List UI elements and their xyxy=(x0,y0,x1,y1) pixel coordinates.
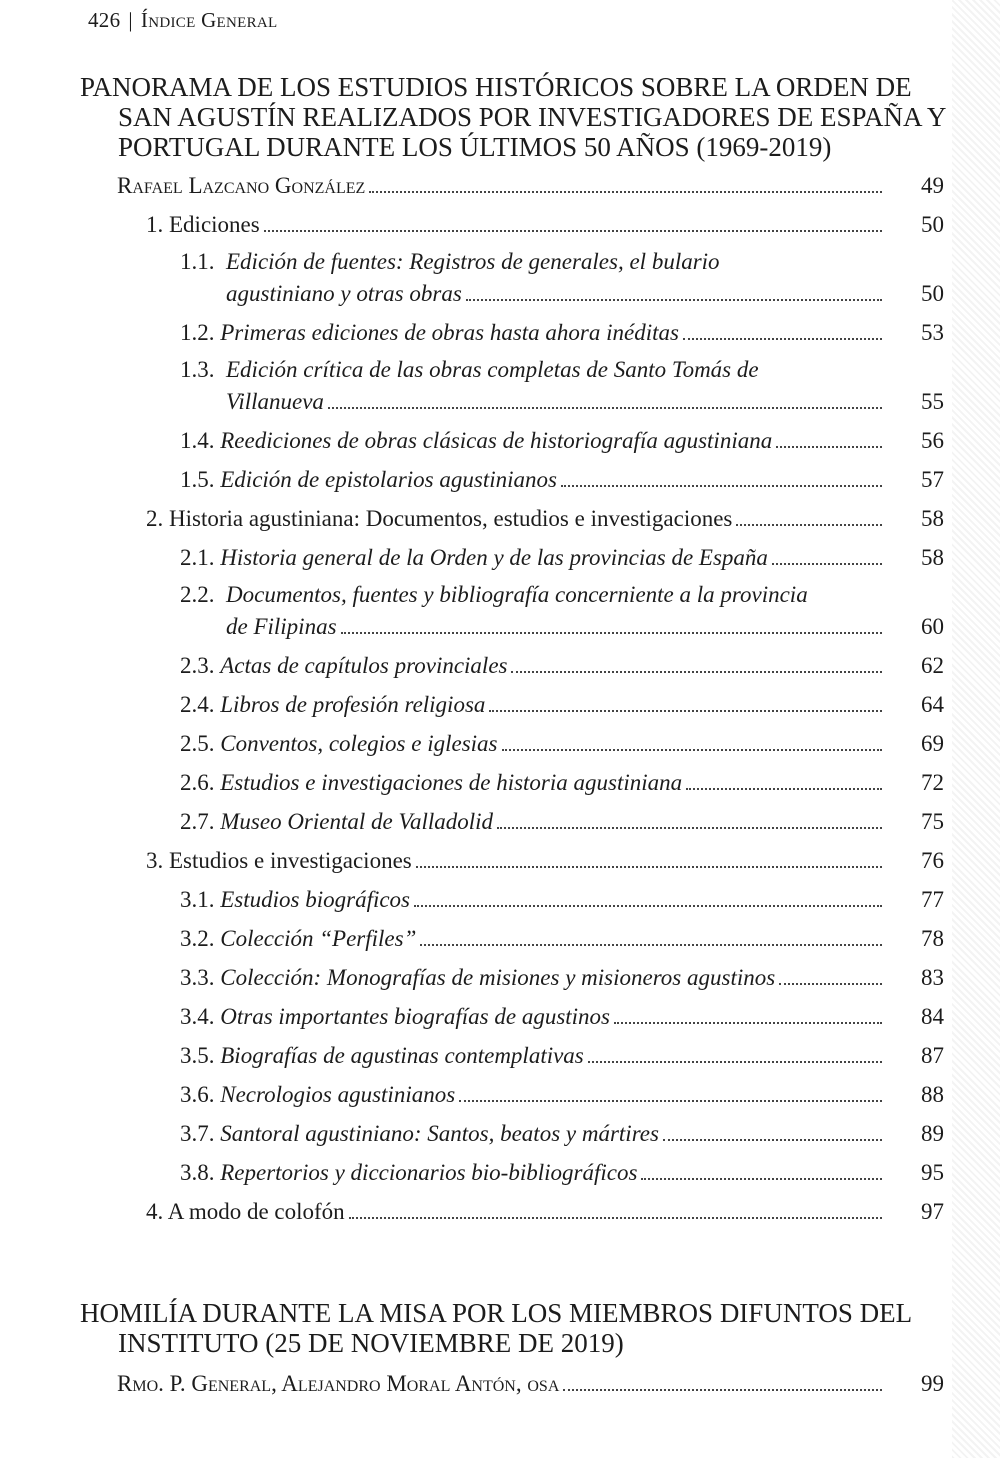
section-title: HOMILÍA DURANTE LA MISA POR LOS MIEMBROS DIFUNTOS DEL INSTITUTO (25 DE NOVIEMBRE DE 2019) xyxy=(80,1298,912,1358)
page-ref: 56 xyxy=(921,428,944,453)
author-name: Rafael Lazcano González xyxy=(117,173,366,198)
toc-entry[interactable]: 1.1. Edición de fuentes: Registros de generales, el bulario agustiniano y otras obras 50 xyxy=(0,244,1000,313)
page-ref: 97 xyxy=(921,1199,944,1224)
running-header xyxy=(88,8,278,33)
toc-entry[interactable]: 3.7. Santoral agustiniano: Santos, beatos y mártires 89 xyxy=(0,1114,1000,1153)
entry-text: Ediciones xyxy=(169,212,260,237)
toc-entry[interactable]: 3.3. Colección: Monografías de misiones y misioneros agustinos 83 xyxy=(0,958,1000,997)
toc-entry[interactable]: 1.3. Edición crítica de las obras completas de Santo Tomás de Villanueva 55 xyxy=(0,352,1000,421)
page-ref: 58 xyxy=(921,545,944,570)
page-number: 426 xyxy=(88,8,121,32)
page-ref: 62 xyxy=(921,653,944,678)
toc-entry[interactable]: 2.5. Conventos, colegios e iglesias 69 xyxy=(0,724,1000,763)
page-ref: 60 xyxy=(921,614,944,639)
page-ref: 57 xyxy=(921,467,944,492)
toc-entry[interactable]: 1.2. Primeras ediciones de obras hasta ahora inéditas 53 xyxy=(0,313,1000,352)
toc-entry[interactable]: 3.8. Repertorios y diccionarios bio-bibliográficos 95 xyxy=(0,1153,1000,1192)
toc-entry[interactable]: 3.6. Necrologios agustinianos 88 xyxy=(0,1075,1000,1114)
toc-entry[interactable]: 2.6. Estudios e investigaciones de historia agustiniana 72 xyxy=(0,763,1000,802)
page-ref: 88 xyxy=(921,1082,944,1107)
page-ref: 89 xyxy=(921,1121,944,1146)
page-ref: 95 xyxy=(921,1160,944,1185)
toc-entry[interactable]: 2.4. Libros de profesión religiosa 64 xyxy=(0,685,1000,724)
page-ref: 77 xyxy=(921,887,944,912)
author-name: Rmo. P. General, Alejandro Moral Antón, osa xyxy=(117,1371,560,1396)
toc-section-2 xyxy=(0,1298,1000,1403)
page-ref: 87 xyxy=(921,1043,944,1068)
toc-entry[interactable]: 4. A modo de colofón 97 xyxy=(0,1192,1000,1231)
page-ref: 49 xyxy=(921,173,944,198)
page-ref: 64 xyxy=(921,692,944,717)
page-ref: 53 xyxy=(921,320,944,345)
header-separator: | xyxy=(128,8,133,32)
page-ref: 58 xyxy=(921,506,944,531)
toc-entry[interactable]: 3. Estudios e investigaciones 76 xyxy=(0,841,1000,880)
header-title: Índice General xyxy=(140,8,278,32)
toc-section-1 xyxy=(0,72,1000,1231)
toc-entry[interactable]: 2. Historia agustiniana: Documentos, estudios e investigaciones 58 xyxy=(0,499,1000,538)
page-ref: 69 xyxy=(921,731,944,756)
page-ref: 75 xyxy=(921,809,944,834)
toc-entry[interactable]: 3.5. Biografías de agustinas contemplativas 87 xyxy=(0,1036,1000,1075)
toc-entry[interactable]: 1. Ediciones 50 xyxy=(0,205,1000,244)
toc-entry[interactable]: 1.5. Edición de epistolarios agustinianos 57 xyxy=(0,460,1000,499)
toc-entry[interactable]: 3.2. Colección “Perfiles” 78 xyxy=(0,919,1000,958)
page-ref: 55 xyxy=(921,389,944,414)
toc-entry[interactable]: 2.1. Historia general de la Orden y de las provincias de España 58 xyxy=(0,538,1000,577)
page-ref: 50 xyxy=(921,281,944,306)
toc-entry-author[interactable] xyxy=(0,166,1000,205)
page-ref: 84 xyxy=(921,1004,944,1029)
page-ref: 83 xyxy=(921,965,944,990)
section-title: PANORAMA DE LOS ESTUDIOS HISTÓRICOS SOBRE LA ORDEN DE SAN AGUSTÍN REALIZADOS POR INVESTIGADORES DE ESPAÑA Y PORTUGAL DURANTE LOS ÚLTIMOS 50 AÑOS (1969-2019) xyxy=(80,72,946,162)
toc-entry-author[interactable] xyxy=(0,1364,1000,1403)
page-ref: 99 xyxy=(921,1371,944,1396)
toc-entry[interactable]: 1.4. Reediciones de obras clásicas de historiografía agustiniana 56 xyxy=(0,421,1000,460)
page-ref: 72 xyxy=(921,770,944,795)
toc-entry[interactable]: 3.1. Estudios biográficos 77 xyxy=(0,880,1000,919)
toc-entry[interactable]: 3.4. Otras importantes biografías de agustinos 84 xyxy=(0,997,1000,1036)
toc-entry[interactable]: 2.7. Museo Oriental de Valladolid 75 xyxy=(0,802,1000,841)
page-ref: 76 xyxy=(921,848,944,873)
page-ref: 78 xyxy=(921,926,944,951)
toc-entry[interactable]: 2.2. Documentos, fuentes y bibliografía concerniente a la provincia de Filipinas 60 xyxy=(0,577,1000,646)
page-ref: 50 xyxy=(921,212,944,237)
toc-entry[interactable]: 2.3. Actas de capítulos provinciales 62 xyxy=(0,646,1000,685)
